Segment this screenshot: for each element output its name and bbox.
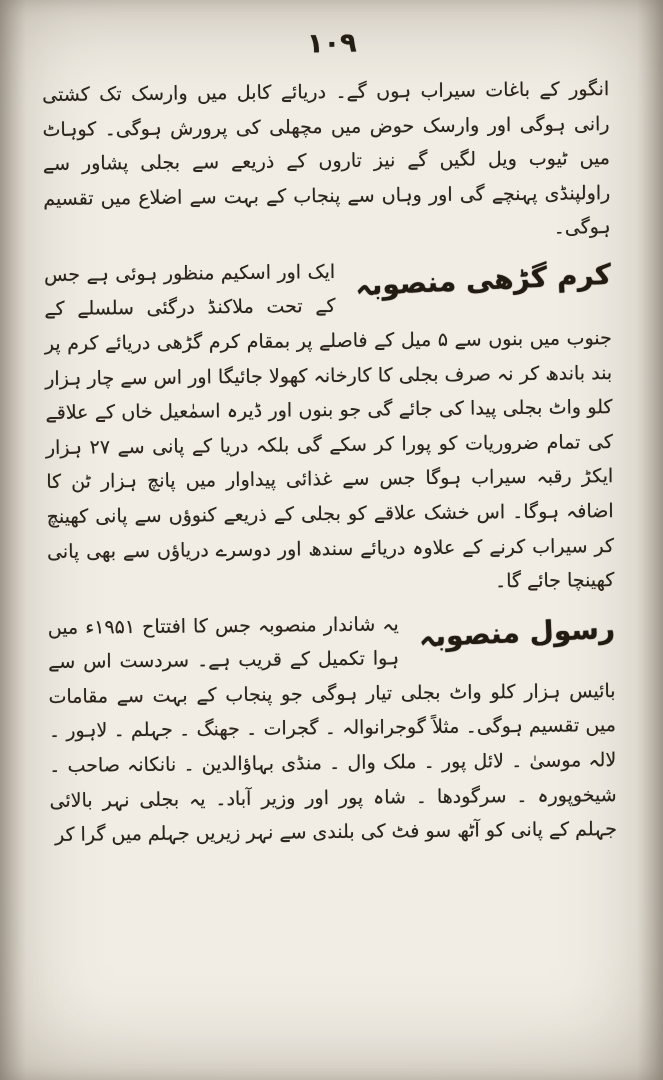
page-number: ۱۰۹ [306, 27, 357, 60]
section-body-rasul: یہ شاندار منصوبہ جس کا افتتاح ۱۹۵۱ء میں ہوا تکمیل کے قریب ہے۔ سردست اس سے بائیس ہزار کلو واٹ بجلی تیار ہوگی جو پنجاب کے بہت سے مقامات میں تقسیم ہوگی۔ مثلاً گوجرانوالہ ۔ گجرات ۔ جھنگ ۔ جہلم ۔ لاہور ۔ لالہ موسیٰ ۔ لائل پور ۔ ملک وال ۔ منڈی بہاؤالدین ۔ نانکانہ صاحب ۔ شیخوپورہ ۔ سرگودھا ۔ شاہ پور اور وزیر آباد۔ یہ بجلی نہر بالائی جہلم کے پانی کو آٹھ سو فٹ کی بلندی سے نہر زیریں جہلم میں گرا کر [47, 612, 618, 847]
section-body-kurram-garhi: ایک اور اسکیم منظور ہوئی ہے جس کے تحت ملاکنڈ درگئی سلسلے کے جنوب میں بنوں سے ۵ میل کے فاصلے پر بمقام کرم گڑھی دریائے کرم پر بند باندھ کر نہ صرف بجلی کا کارخانہ کھولا جائیگا اور اس سے چار ہزار کلو واٹ بجلی پیدا کی جائے گی جو بنوں اور ڈیرہ اسمٰعیل خاں کے علاقے کی تمام ضروریات کو پورا کر سکے گی بلکہ دریا کے پانی سے ۲۷ ہزار ایکڑ رقبہ سیراب ہوگا جس سے غذائی پیداوار میں پانچ ہزار ٹن کا اضافہ ہوگا۔ اس خشک علاقے کو بجلی کے ذریعے کنوؤں سے پانی کھینچ کر سیراب کرنے کے علاوہ دریائے سندھ اور دوسرے دریاؤں سے بھی پانی کھینچا جائے گا۔ [43, 260, 615, 593]
text-block [0, 56, 663, 854]
intro-paragraph: انگور کے باغات سیراب ہوں گے۔ دریائے کابل میں وارسک تک کشتی رانی ہوگی اور وارسک حوض میں مچھلی کی پرورش ہوگی۔ کوہاٹ میں ٹیوب ویل لگیں گے نیز تاروں کے ذریعے سے بجلی پشاور سے راولپنڈی پہنچے گی اور وہاں سے پنجاب کے بہت سے اضلاع میں تقسیم ہوگی۔ [42, 78, 611, 239]
section-heading-rasul: رسول منصوبہ [418, 611, 616, 654]
section-heading-kurram-garhi: کرم گڑھی منصوبہ [354, 257, 612, 303]
section-kurram-garhi [44, 252, 615, 604]
section-rasul [48, 605, 618, 853]
